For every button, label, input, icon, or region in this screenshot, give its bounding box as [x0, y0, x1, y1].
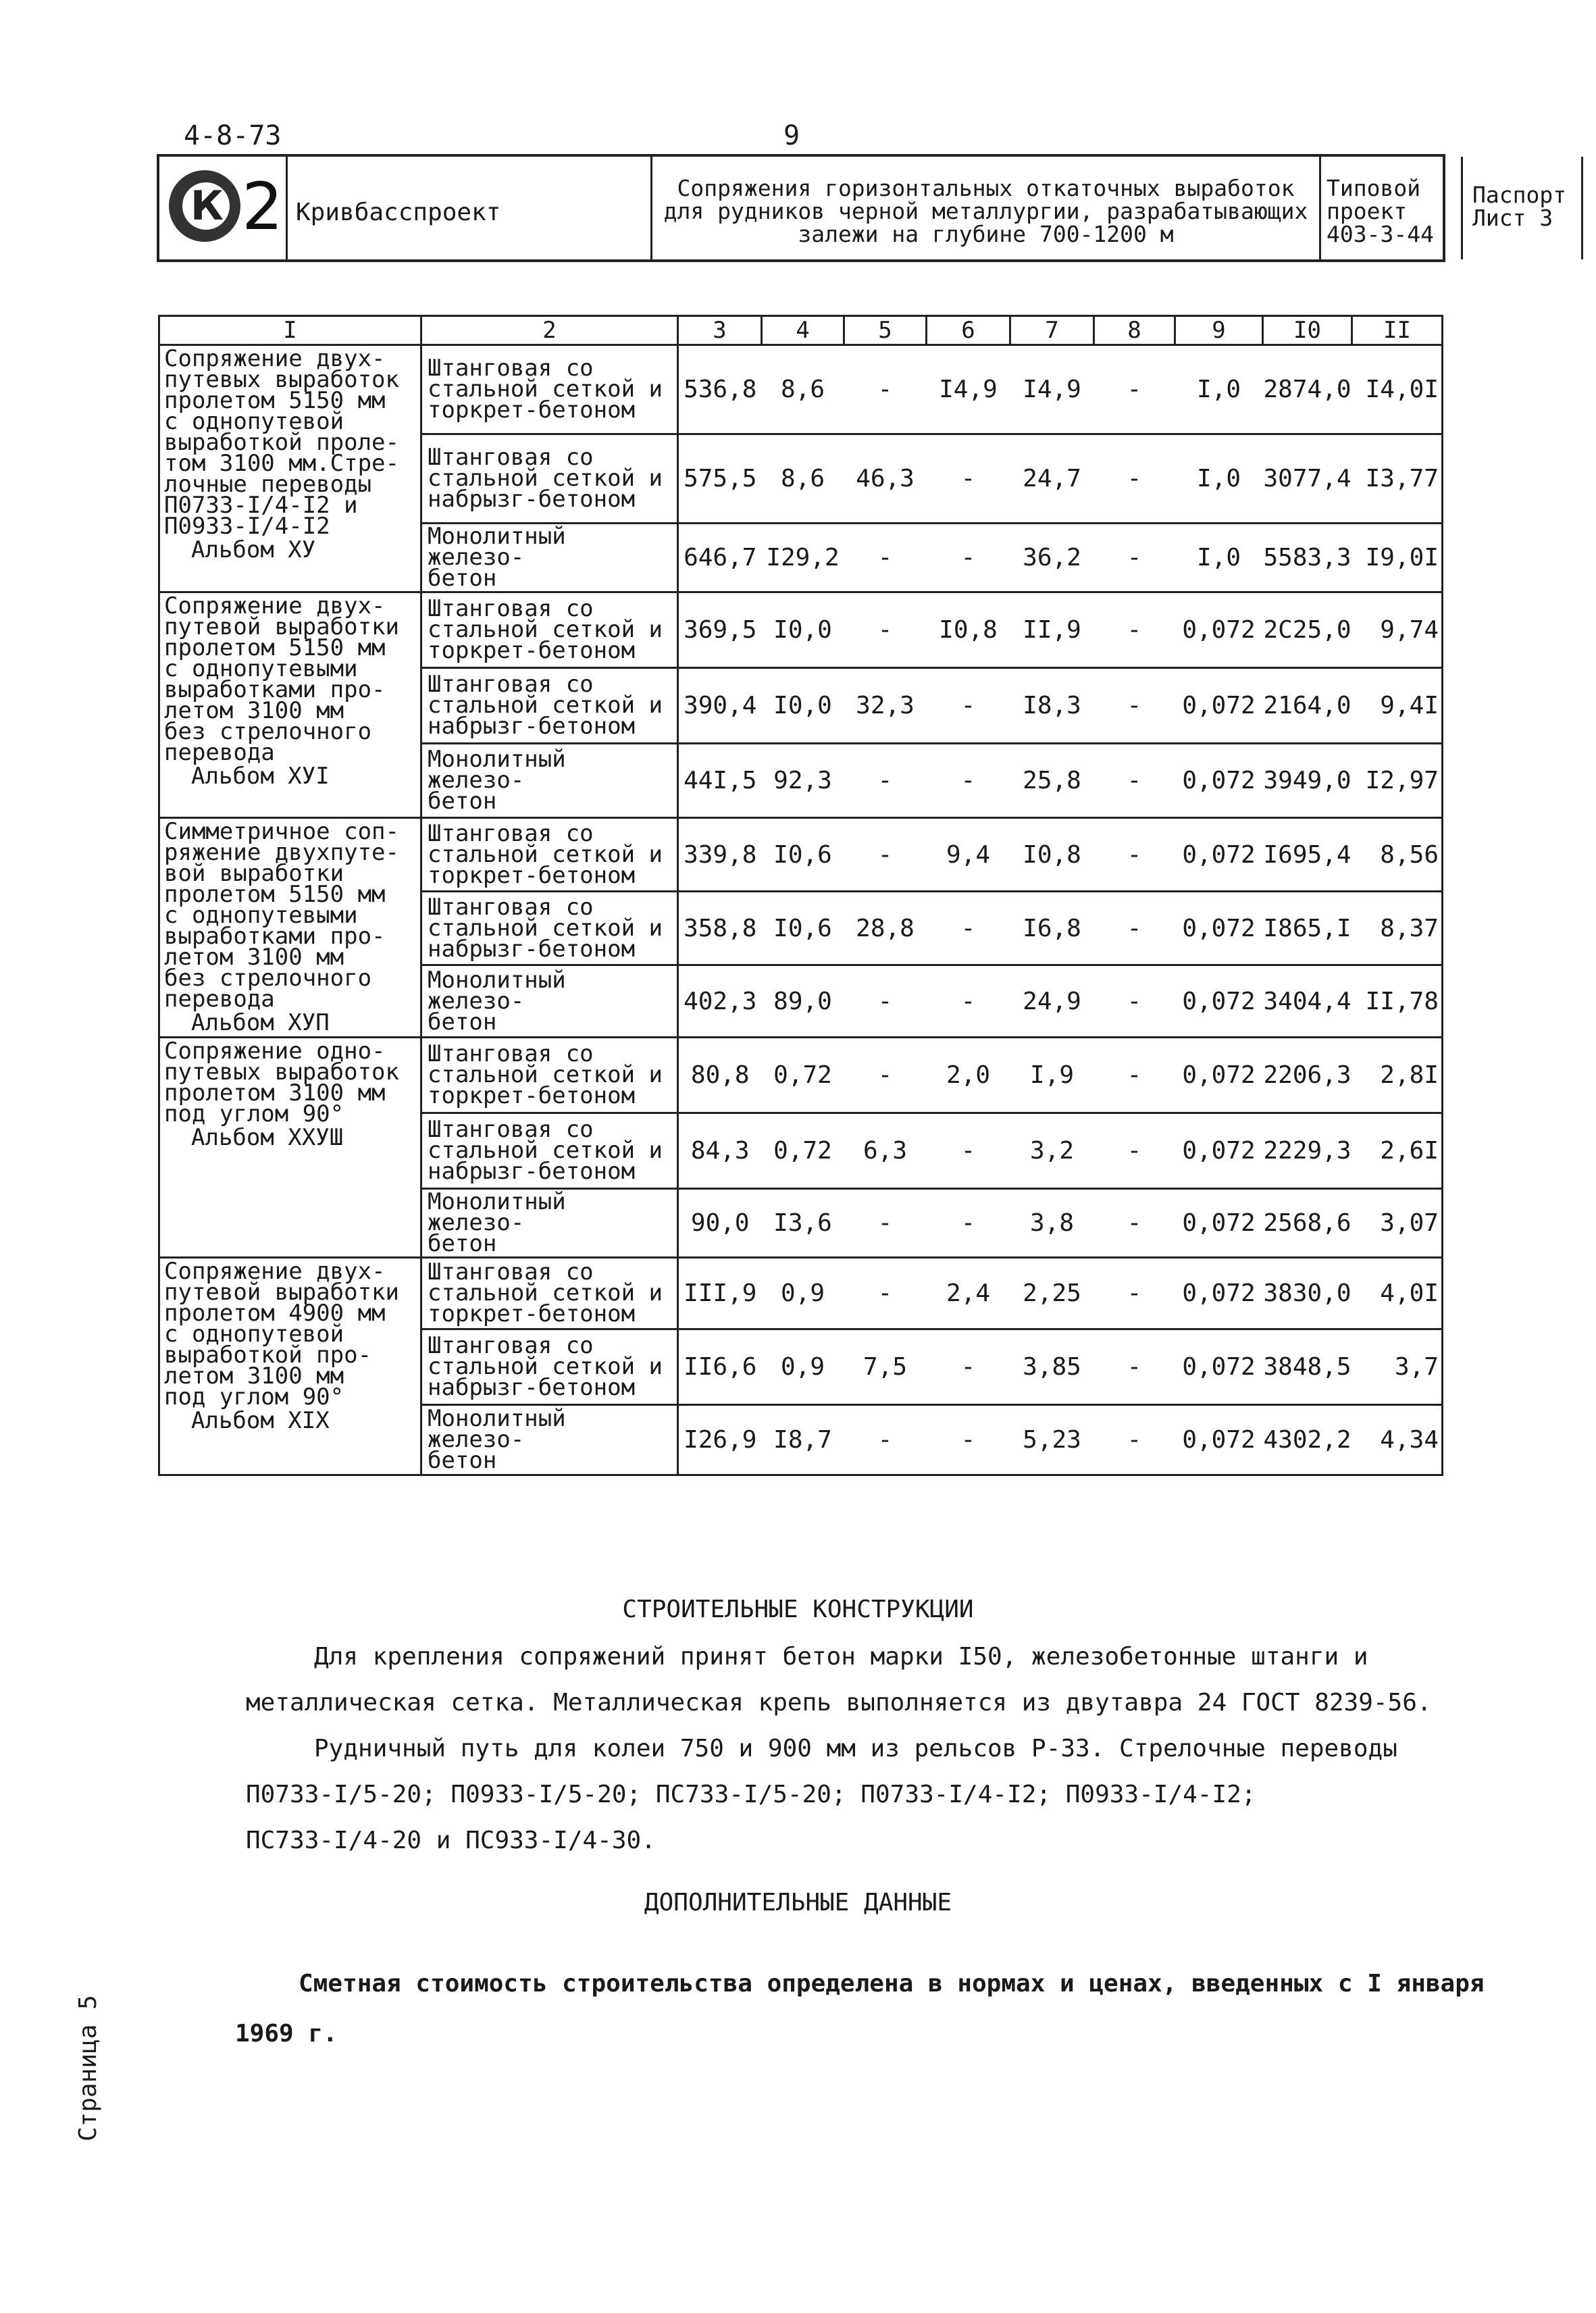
value-cell: I,0: [1175, 434, 1263, 524]
value-cell: I0,6: [762, 818, 844, 892]
value-cell: -: [1094, 592, 1175, 668]
value-cell: -: [927, 892, 1010, 965]
description-line: путевой выработки: [164, 1279, 399, 1306]
description-line: П0733-I/4-I2 и: [164, 492, 358, 519]
support-method: [421, 965, 678, 1038]
paragraph-line: Сметная стоимость строительства определена в нормах и ценах, введенных с I января: [299, 1970, 1485, 1998]
value-cell: -: [1094, 524, 1175, 592]
method-line: торкрет-бетоном: [428, 1300, 636, 1327]
table-row: [159, 1038, 1443, 1113]
value-cell: -: [927, 965, 1010, 1038]
value-cell: -: [844, 818, 927, 892]
description-line: без стрелочного: [164, 718, 372, 745]
project-title-cell: [652, 157, 1321, 259]
value-cell: 5,23: [1010, 1405, 1094, 1475]
value-cell: I8,3: [1010, 668, 1094, 744]
value-cell: -: [1094, 744, 1175, 818]
description-line: П0933-I/4-I2: [164, 513, 330, 540]
method-line: бетон: [428, 1008, 497, 1036]
value-cell: -: [1094, 345, 1175, 434]
organization-cell: [288, 157, 652, 259]
value-cell: 3949,0: [1263, 744, 1352, 818]
description-line: лочные переводы: [164, 471, 372, 498]
value-cell: 0,9: [762, 1329, 844, 1405]
value-cell: 3077,4: [1263, 434, 1352, 524]
method-line: Монолитный железо-: [428, 1405, 566, 1453]
value-cell: 575,5: [678, 434, 762, 524]
description-line: выработкой про-: [164, 1342, 372, 1369]
column-header: 2: [421, 316, 678, 345]
support-method: [421, 434, 678, 524]
value-cell: I8,7: [762, 1405, 844, 1475]
description-line: пролетом 4900 мм: [164, 1300, 386, 1327]
description-line: без стрелочного: [164, 965, 372, 992]
description-line: Сопряжение одно-: [164, 1038, 386, 1065]
logo-letter-icon: К: [190, 182, 224, 230]
value-cell: 9,74: [1352, 592, 1443, 668]
album-label: Альбом XIX: [191, 1407, 330, 1434]
description-line: выработками про-: [164, 676, 386, 703]
value-cell: 2,4: [927, 1258, 1010, 1329]
paragraph-line: Для крепления сопряжений принят бетон марки I50, железобетонные штанги и: [314, 1643, 1368, 1671]
logo: [159, 157, 288, 259]
value-cell: I2,97: [1352, 744, 1443, 818]
value-cell: 0,072: [1175, 744, 1263, 818]
value-cell: 4302,2: [1263, 1405, 1352, 1475]
value-cell: 3404,4: [1263, 965, 1352, 1038]
value-cell: 0,072: [1175, 592, 1263, 668]
value-cell: 3,7: [1352, 1329, 1443, 1405]
description-line: с однопутевыми: [164, 902, 358, 929]
value-cell: 4,34: [1352, 1405, 1443, 1475]
column-header: 6: [927, 316, 1010, 345]
support-method: [421, 1405, 678, 1475]
value-cell: 2,0: [927, 1038, 1010, 1113]
value-cell: I3,6: [762, 1189, 844, 1258]
value-cell: 3,2: [1010, 1113, 1094, 1189]
column-header: 7: [1010, 316, 1094, 345]
value-cell: 9,4: [927, 818, 1010, 892]
value-cell: II,78: [1352, 965, 1443, 1038]
value-cell: -: [927, 1189, 1010, 1258]
support-method: [421, 345, 678, 434]
value-cell: 3,85: [1010, 1329, 1094, 1405]
value-cell: 358,8: [678, 892, 762, 965]
value-cell: 0,072: [1175, 965, 1263, 1038]
data-table: [158, 315, 1443, 1476]
method-line: Штанговая со: [428, 671, 594, 698]
value-cell: I4,9: [927, 345, 1010, 434]
value-cell: 3,07: [1352, 1189, 1443, 1258]
value-cell: I4,0I: [1352, 345, 1443, 434]
value-cell: 89,0: [762, 965, 844, 1038]
value-cell: 36,2: [1010, 524, 1094, 592]
value-cell: I3,77: [1352, 434, 1443, 524]
method-line: торкрет-бетоном: [428, 637, 636, 664]
support-method: [421, 1038, 678, 1113]
value-cell: -: [844, 1405, 927, 1475]
method-line: набрызг-бетоном: [428, 935, 636, 963]
value-cell: 2,25: [1010, 1258, 1094, 1329]
value-cell: 92,3: [762, 744, 844, 818]
value-cell: 402,3: [678, 965, 762, 1038]
value-cell: -: [844, 1189, 927, 1258]
value-cell: 0,072: [1175, 892, 1263, 965]
description-line: пролетом 3100 мм: [164, 1079, 386, 1107]
project-title-line: залежи на глубине 700-1200 м: [798, 221, 1174, 247]
value-cell: 2164,0: [1263, 668, 1352, 744]
method-line: Штанговая со: [428, 893, 594, 921]
value-cell: I865,I: [1263, 892, 1352, 965]
description-line: том 3100 мм.Стре-: [164, 450, 399, 477]
description-line: под углом 90°: [164, 1383, 344, 1410]
method-line: стальной сеткой и: [428, 465, 663, 492]
value-cell: 0,072: [1175, 1258, 1263, 1329]
document-code: 4-8-73: [184, 120, 282, 151]
column-header: 8: [1094, 316, 1175, 345]
description-line: летом 3100 мм: [164, 1363, 344, 1390]
paragraph-line: металлическая сетка. Металлическая крепь выполняется из двутавра 24 ГОСТ 8239-56.: [246, 1689, 1432, 1717]
value-cell: I0,0: [762, 668, 844, 744]
value-cell: I26,9: [678, 1405, 762, 1475]
description-line: путевых выработок: [164, 366, 399, 393]
method-line: Штанговая со: [428, 595, 594, 622]
value-cell: 2С25,0: [1263, 592, 1352, 668]
value-cell: 7,5: [844, 1329, 927, 1405]
method-line: набрызг-бетоном: [428, 1158, 636, 1185]
side-page-label: Страница 5: [74, 1995, 102, 2141]
method-line: Монолитный железо-: [428, 966, 566, 1015]
value-cell: 6,3: [844, 1113, 927, 1189]
description-line: Сопряжение двух-: [164, 1258, 386, 1285]
value-cell: I9,0I: [1352, 524, 1443, 592]
value-cell: -: [844, 345, 927, 434]
method-line: Штанговая со: [428, 1116, 594, 1143]
method-line: стальной сеткой и: [428, 692, 663, 719]
value-cell: 0,72: [762, 1113, 844, 1189]
value-cell: I0,8: [1010, 818, 1094, 892]
description-line: пролетом 5150 мм: [164, 881, 386, 908]
method-line: стальной сеткой и: [428, 914, 663, 942]
value-cell: I,0: [1175, 345, 1263, 434]
section-heading-additional: ДОПОЛНИТЕЛЬНЫЕ ДАННЫЕ: [644, 1889, 952, 1916]
value-cell: 8,6: [762, 434, 844, 524]
support-method: [421, 668, 678, 744]
value-cell: 2874,0: [1263, 345, 1352, 434]
support-method: [421, 1189, 678, 1258]
value-cell: 8,37: [1352, 892, 1443, 965]
album-label: Альбом ХУ: [191, 536, 316, 563]
value-cell: -: [1094, 1258, 1175, 1329]
method-line: Штанговая со: [428, 1259, 594, 1286]
value-cell: I,0: [1175, 524, 1263, 592]
method-line: Штанговая со: [428, 355, 594, 382]
description-line: выработкой проле-: [164, 429, 399, 456]
method-line: Монолитный железо-: [428, 1188, 566, 1236]
value-cell: 0,072: [1175, 1113, 1263, 1189]
description-line: ряжение двухпуте-: [164, 839, 399, 866]
method-line: торкрет-бетоном: [428, 1082, 636, 1109]
project-type-cell: [1321, 157, 1463, 259]
value-cell: -: [927, 1329, 1010, 1405]
value-cell: 390,4: [678, 668, 762, 744]
value-cell: III,9: [678, 1258, 762, 1329]
value-cell: 5583,3: [1263, 524, 1352, 592]
row-description: [159, 345, 421, 592]
value-cell: 8,6: [762, 345, 844, 434]
description-line: путевой выработки: [164, 613, 399, 640]
organization-name: Кривбасспроект: [296, 199, 501, 226]
value-cell: I4,9: [1010, 345, 1094, 434]
passport-cell: [1463, 157, 1583, 259]
method-line: Штанговая со: [428, 819, 594, 847]
value-cell: I695,4: [1263, 818, 1352, 892]
project-type-line: 403-3-44: [1327, 221, 1434, 247]
description-line: Сопряжение двух-: [164, 345, 386, 372]
value-cell: 2229,3: [1263, 1113, 1352, 1189]
value-cell: -: [1094, 1329, 1175, 1405]
value-cell: -: [1094, 1189, 1175, 1258]
value-cell: 46,3: [844, 434, 927, 524]
column-header: 9: [1175, 316, 1263, 345]
logo-number: 2: [242, 169, 284, 245]
description-line: с однопутевой: [164, 408, 344, 435]
value-cell: 44I,5: [678, 744, 762, 818]
value-cell: -: [927, 434, 1010, 524]
column-header: 5: [844, 316, 927, 345]
column-header: I: [159, 316, 421, 345]
description-line: летом 3100 мм: [164, 697, 344, 724]
method-line: стальной сеткой и: [428, 1137, 663, 1164]
method-line: набрызг-бетоном: [428, 486, 636, 513]
method-line: стальной сеткой и: [428, 376, 663, 403]
value-cell: 4,0I: [1352, 1258, 1443, 1329]
value-cell: I0,0: [762, 592, 844, 668]
value-cell: 9,4I: [1352, 668, 1443, 744]
value-cell: 0,072: [1175, 1038, 1263, 1113]
value-cell: 84,3: [678, 1113, 762, 1189]
method-line: стальной сеткой и: [428, 1353, 663, 1380]
row-description: [159, 1038, 421, 1258]
method-line: набрызг-бетоном: [428, 713, 636, 740]
description-line: под углом 90°: [164, 1100, 344, 1127]
value-cell: 0,072: [1175, 818, 1263, 892]
table-header-row: [159, 316, 1443, 345]
value-cell: 646,7: [678, 524, 762, 592]
passport-sheet: [1472, 184, 1566, 230]
value-cell: 24,9: [1010, 965, 1094, 1038]
value-cell: 0,072: [1175, 668, 1263, 744]
value-cell: 3848,5: [1263, 1329, 1352, 1405]
value-cell: -: [844, 1038, 927, 1113]
value-cell: 28,8: [844, 892, 927, 965]
method-line: набрызг-бетоном: [428, 1374, 636, 1401]
value-cell: 25,8: [1010, 744, 1094, 818]
support-method: [421, 892, 678, 965]
method-line: Монолитный железо-: [428, 746, 566, 794]
value-cell: I,9: [1010, 1038, 1094, 1113]
value-cell: II,9: [1010, 592, 1094, 668]
method-line: стальной сеткой и: [428, 840, 663, 868]
passport-line: Паспорт: [1472, 182, 1567, 208]
support-method: [421, 1258, 678, 1329]
method-line: Монолитный железо-: [428, 523, 566, 571]
value-cell: -: [1094, 1113, 1175, 1189]
support-method: [421, 818, 678, 892]
album-label: Альбом ХУI: [191, 763, 330, 790]
value-cell: I6,8: [1010, 892, 1094, 965]
description-line: пролетом 5150 мм: [164, 387, 386, 414]
page-number: 9: [783, 120, 800, 151]
support-method: [421, 1329, 678, 1405]
column-header: 3: [678, 316, 762, 345]
method-line: Штанговая со: [428, 1332, 594, 1359]
description-line: пролетом 5150 мм: [164, 634, 386, 661]
value-cell: -: [1094, 892, 1175, 965]
value-cell: 0,072: [1175, 1189, 1263, 1258]
method-line: стальной сеткой и: [428, 616, 663, 643]
value-cell: 80,8: [678, 1038, 762, 1113]
project-type: [1327, 177, 1434, 246]
table-row: [159, 345, 1443, 434]
table-row: [159, 592, 1443, 668]
table-row: [159, 1258, 1443, 1329]
value-cell: -: [844, 744, 927, 818]
value-cell: 3830,0: [1263, 1258, 1352, 1329]
value-cell: 24,7: [1010, 434, 1094, 524]
value-cell: 0,072: [1175, 1405, 1263, 1475]
section-heading-construction: СТРОИТЕЛЬНЫЕ КОНСТРУКЦИИ: [622, 1596, 974, 1623]
description-line: путевых выработок: [164, 1059, 399, 1086]
value-cell: II6,6: [678, 1329, 762, 1405]
album-label: Альбом ХХУШ: [191, 1124, 344, 1151]
value-cell: 2568,6: [1263, 1189, 1352, 1258]
description-line: вой выработки: [164, 860, 344, 887]
description-line: Сопряжение двух-: [164, 592, 386, 619]
value-cell: -: [1094, 1405, 1175, 1475]
value-cell: -: [844, 524, 927, 592]
value-cell: -: [844, 592, 927, 668]
paragraph-line: 1969 г.: [235, 2020, 338, 2048]
column-header: I0: [1263, 316, 1352, 345]
value-cell: 2,6I: [1352, 1113, 1443, 1189]
project-type-line: проект: [1327, 198, 1408, 224]
row-description: [159, 1258, 421, 1475]
row-description: [159, 818, 421, 1038]
value-cell: -: [1094, 818, 1175, 892]
description-line: перевода: [164, 986, 275, 1013]
method-line: Штанговая со: [428, 1040, 594, 1067]
support-method: [421, 1113, 678, 1189]
value-cell: 2206,3: [1263, 1038, 1352, 1113]
method-line: торкрет-бетоном: [428, 397, 636, 424]
value-cell: -: [927, 1113, 1010, 1189]
value-cell: -: [844, 1258, 927, 1329]
value-cell: -: [927, 668, 1010, 744]
value-cell: 3,8: [1010, 1189, 1094, 1258]
project-title: [659, 177, 1312, 246]
project-type-line: Типовой: [1327, 175, 1421, 201]
method-line: бетон: [428, 788, 497, 815]
description-line: летом 3100 мм: [164, 944, 344, 971]
support-method: [421, 744, 678, 818]
description-line: с однопутевыми: [164, 655, 358, 682]
method-line: бетон: [428, 1447, 497, 1474]
value-cell: -: [1094, 1038, 1175, 1113]
column-header: 4: [762, 316, 844, 345]
value-cell: I0,8: [927, 592, 1010, 668]
description-line: с однопутевой: [164, 1321, 344, 1348]
value-cell: -: [927, 524, 1010, 592]
value-cell: -: [927, 1405, 1010, 1475]
method-line: торкрет-бетоном: [428, 861, 636, 889]
method-line: стальной сеткой и: [428, 1061, 663, 1088]
value-cell: -: [1094, 965, 1175, 1038]
method-line: бетон: [428, 1230, 497, 1257]
value-cell: 0,9: [762, 1258, 844, 1329]
support-method: [421, 592, 678, 668]
title-block: [157, 154, 1567, 262]
value-cell: 8,56: [1352, 818, 1443, 892]
method-line: Штанговая со: [428, 444, 594, 471]
method-line: стальной сеткой и: [428, 1279, 663, 1306]
column-header: II: [1352, 316, 1443, 345]
paragraph-line: П0733-I/5-20; П0933-I/5-20; ПС733-I/5-20; П0733-I/4-I2; П0933-I/4-I2;: [246, 1781, 1256, 1808]
value-cell: 536,8: [678, 345, 762, 434]
value-cell: 339,8: [678, 818, 762, 892]
table-row: [159, 818, 1443, 892]
paragraph-line: ПС733-I/4-20 и ПС933-I/4-30.: [246, 1827, 656, 1854]
value-cell: -: [1094, 668, 1175, 744]
support-method: [421, 524, 678, 592]
album-label: Альбом ХУП: [191, 1009, 330, 1036]
value-cell: 2,8I: [1352, 1038, 1443, 1113]
value-cell: -: [1094, 434, 1175, 524]
value-cell: -: [927, 744, 1010, 818]
description-line: Симметричное соп-: [164, 818, 399, 845]
row-description: [159, 592, 421, 818]
value-cell: -: [844, 965, 927, 1038]
value-cell: 32,3: [844, 668, 927, 744]
description-line: выработками про-: [164, 923, 386, 950]
method-line: бетон: [428, 565, 497, 592]
value-cell: I29,2: [762, 524, 844, 592]
project-title-line: Сопряжения горизонтальных откаточных выработок: [677, 175, 1295, 201]
value-cell: 369,5: [678, 592, 762, 668]
value-cell: 0,72: [762, 1038, 844, 1113]
value-cell: 0,072: [1175, 1329, 1263, 1405]
value-cell: I0,6: [762, 892, 844, 965]
paragraph-line: Рудничный путь для колеи 750 и 900 мм из рельсов Р-33. Стрелочные переводы: [314, 1735, 1397, 1762]
project-title-line: для рудников черной металлургии, разрабатывающих: [663, 198, 1308, 224]
passport-line: Лист 3: [1472, 205, 1553, 231]
description-line: перевода: [164, 739, 275, 766]
value-cell: 90,0: [678, 1189, 762, 1258]
